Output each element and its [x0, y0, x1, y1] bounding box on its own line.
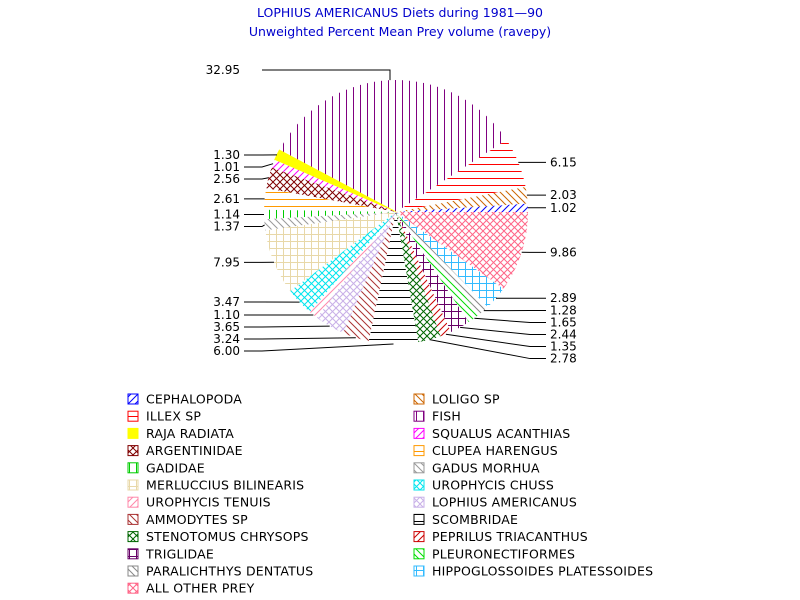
- legend-label: SCOMBRIDAE: [432, 511, 519, 527]
- callout-line-gadus-morhua: [244, 225, 265, 227]
- slice-label-triglidae: 2.44: [550, 327, 577, 342]
- legend-swatch: [128, 514, 138, 524]
- legend-item-gadus-morhua: [414, 460, 540, 475]
- legend-swatch: [128, 532, 138, 542]
- legend-item-hippoglossoides-platessoides: [414, 564, 653, 579]
- slice-label-gadidae: 1.14: [213, 207, 240, 222]
- legend-swatch: [128, 394, 138, 404]
- slice-label-argentinidae: 2.56: [213, 171, 240, 186]
- legend-label: PARALICHTHYS DENTATUS: [146, 563, 314, 579]
- legend-swatch: [414, 532, 424, 542]
- legend-item-cephalopoda: [128, 392, 242, 407]
- legend-label: CLUPEA HARENGUS: [432, 443, 558, 459]
- slice-label-loligo-sp: 2.03: [550, 188, 577, 203]
- legend-swatch: [128, 446, 138, 456]
- callout-line-argentinidae: [244, 178, 269, 179]
- legend-label: HIPPOGLOSSOIDES PLATESSOIDES: [432, 563, 654, 579]
- slice-label-lophius-americanus: 3.65: [213, 319, 240, 334]
- slice-label-urophycis-chuss: 3.47: [213, 295, 240, 310]
- legend-item-illex-sp: [128, 409, 201, 424]
- legend-swatch: [128, 549, 138, 559]
- slice-label-raja-radiata: 1.30: [213, 147, 240, 162]
- legend-swatch: [414, 566, 424, 576]
- slice-label-urophycis-tenuis: 1.10: [213, 307, 240, 322]
- legend-label: TRIGLIDAE: [146, 546, 214, 562]
- callout-line-triglidae: [460, 327, 546, 334]
- legend-item-fish: [414, 409, 461, 424]
- legend-label: STENOTOMUS CHRYSOPS: [146, 529, 309, 545]
- callout-line-scombridae: [244, 344, 394, 351]
- legend-label: LOPHIUS AMERICANUS: [432, 494, 577, 510]
- legend-item-urophycis-chuss: [414, 478, 554, 493]
- legend-swatch: [414, 480, 424, 490]
- callout-line-lophius-americanus: [244, 326, 330, 327]
- callout-line-stenotomus-chrysops: [430, 340, 546, 359]
- legend-swatch: [128, 411, 138, 421]
- legend-swatch: [414, 549, 424, 559]
- legend-label: GADUS MORHUA: [432, 460, 540, 476]
- legend-swatch: [414, 446, 424, 456]
- legend-item-scombridae: [414, 512, 518, 527]
- legend-swatch: [414, 411, 424, 421]
- legend-swatch: [414, 497, 424, 507]
- slice-label-illex-sp: 6.15: [550, 155, 577, 170]
- legend-label: RAJA RADIATA: [146, 425, 234, 441]
- legend-label: AMMODYTES SP: [146, 511, 248, 527]
- pie-slices: [264, 80, 528, 344]
- callout-line-squalus-acanthias: [244, 164, 273, 167]
- legend-item-pleuronectiformes: [414, 546, 575, 561]
- legend: [128, 392, 653, 596]
- slice-label-paralichthys-dentatus: 1.28: [550, 303, 577, 318]
- legend-item-urophycis-tenuis: [128, 495, 271, 510]
- legend-label: PEPRILUS TRIACANTHUS: [432, 529, 588, 545]
- legend-swatch: [414, 428, 424, 438]
- legend-swatch: [414, 514, 424, 524]
- legend-item-loligo-sp: [414, 392, 500, 407]
- slice-label-stenotomus-chrysops: 2.78: [550, 351, 577, 366]
- legend-swatch: [128, 480, 138, 490]
- chart-title: LOPHIUS AMERICANUS Diets during 1981—90: [256, 5, 544, 20]
- slice-label-peprilus-triacanthus: 1.35: [550, 339, 577, 354]
- slice-label-merluccius-bilinearis: 7.95: [213, 255, 240, 270]
- legend-label: SQUALUS ACANTHIAS: [432, 425, 571, 441]
- legend-swatch: [128, 566, 138, 576]
- slice-label-fish: 32.95: [205, 63, 240, 77]
- slice-label-clupea-harengus: 2.61: [213, 191, 240, 206]
- legend-label: UROPHYCIS TENUIS: [146, 494, 271, 510]
- legend-label: MERLUCCIUS BILINEARIS: [146, 477, 305, 493]
- legend-item-triglidae: [128, 546, 214, 561]
- legend-label: ALL OTHER PREY: [146, 580, 255, 596]
- slice-label-all-other-prey: 9.86: [550, 245, 577, 260]
- legend-item-peprilus-triacanthus: [414, 529, 588, 544]
- slice-label-cephalopoda: 1.02: [550, 200, 577, 215]
- slice-label-gadus-morhua: 1.37: [213, 219, 240, 234]
- callout-line-ammodytes-sp: [244, 338, 356, 339]
- legend-item-merluccius-bilinearis: [128, 478, 304, 493]
- legend-item-raja-radiata: [128, 426, 234, 441]
- slice-label-scombridae: 6.00: [213, 343, 240, 358]
- legend-item-argentinidae: [128, 443, 243, 458]
- callout-line-pleuronectiformes: [474, 318, 546, 322]
- legend-item-all-other-prey: [128, 581, 255, 596]
- legend-swatch: [128, 497, 138, 507]
- slice-label-pleuronectiformes: 1.65: [550, 315, 577, 330]
- legend-label: UROPHYCIS CHUSS: [432, 477, 555, 493]
- legend-item-paralichthys-dentatus: [128, 564, 313, 579]
- legend-item-gadidae: [128, 460, 205, 475]
- slice-label-hippoglossoides-platessoides: 2.89: [550, 291, 577, 306]
- chart-subtitle: Unweighted Percent Mean Prey volume (ravepy): [248, 24, 552, 39]
- legend-label: FISH: [432, 408, 462, 424]
- legend-label: PLEURONECTIFORMES: [432, 546, 576, 562]
- legend-swatch: [128, 428, 138, 438]
- legend-item-ammodytes-sp: [128, 512, 248, 527]
- callout-line-fish: [262, 70, 390, 80]
- slice-label-squalus-acanthias: 1.01: [213, 159, 240, 174]
- legend-item-clupea-harengus: [414, 443, 558, 458]
- legend-item-lophius-americanus: [414, 495, 577, 510]
- legend-swatch: [128, 583, 138, 593]
- legend-item-stenotomus-chrysops: [128, 529, 309, 544]
- legend-swatch: [414, 394, 424, 404]
- legend-label: ILLEX SP: [146, 408, 202, 424]
- slice-label-ammodytes-sp: 3.24: [213, 331, 240, 346]
- legend-item-squalus-acanthias: [414, 426, 570, 441]
- legend-label: GADIDAE: [146, 460, 205, 476]
- legend-label: ARGENTINIDAE: [146, 443, 243, 459]
- callout-line-peprilus-triacanthus: [446, 334, 546, 346]
- legend-label: CEPHALOPODA: [146, 391, 243, 407]
- legend-swatch: [414, 463, 424, 473]
- legend-label: LOLIGO SP: [432, 391, 500, 407]
- legend-swatch: [128, 463, 138, 473]
